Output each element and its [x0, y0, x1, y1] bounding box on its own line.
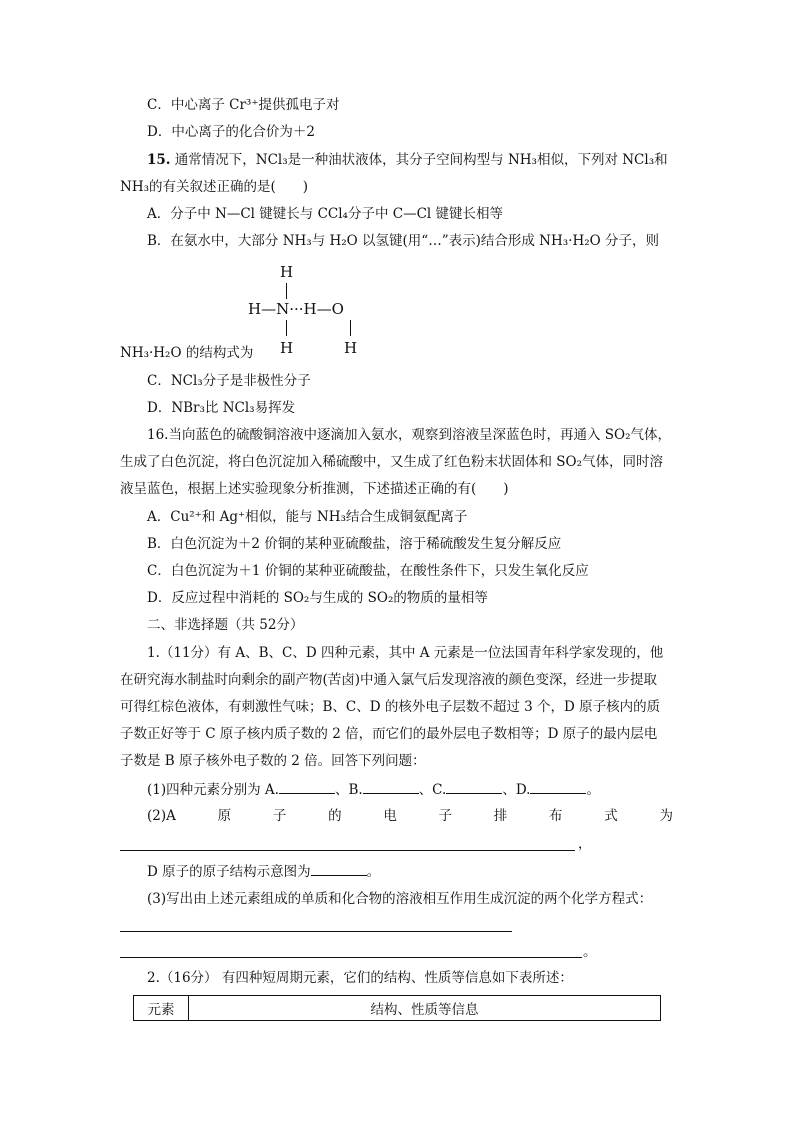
- p1-stem-line-1: 1.（11分）有 A、B、C、D 四种元素，其中 A 元素是一位法国青年科学家发现的，他: [147, 645, 664, 661]
- p1-sub2-word: 为: [659, 808, 673, 824]
- p1-sub1-label-a: (1)四种元素分别为 A.: [147, 782, 279, 798]
- q16-option-a: A．Cu²⁺和 Ag⁺相似，能与 NH₃结合生成铜氨配离子: [147, 509, 468, 525]
- q14-option-d: D．中心离子的化合价为＋2: [147, 124, 315, 140]
- p1-sub2-word: 原: [217, 808, 232, 824]
- p1-stem-line-5: 子数是 B 原子核外电子数的 2 倍。回答下列问题：: [120, 753, 426, 769]
- p1-sub2-word: 式: [604, 808, 618, 824]
- p1-stem-line-4: 子数正好等于 C 原子核内质子数的 2 倍，而它们的最外层电子数相等；D 原子的最内层电: [120, 726, 658, 742]
- q15-option-d: D．NBr₃比 NCl₃易挥发: [147, 400, 296, 416]
- structure-bond-vertical-top: [286, 283, 287, 299]
- table-header-element: 元素: [134, 996, 189, 1021]
- answer-blank-b[interactable]: [363, 779, 419, 794]
- p1-sub3-end: 。: [583, 944, 597, 960]
- element-info-table: [133, 995, 661, 1021]
- p1-sub1-label-c: 、C.: [418, 782, 447, 798]
- structure-top-h: H: [280, 263, 294, 281]
- q15-number: 15.: [147, 152, 171, 168]
- answer-blank-a[interactable]: [279, 779, 335, 794]
- q15-stem-text: 通常情况下，NCl₃是一种油状液体，其分子空间构型与 NH₃相似，下列对 NCl₃和: [170, 152, 668, 168]
- q15-option-a: A．分子中 N—Cl 键键长与 CCl₄分子中 C—Cl 键键长相等: [147, 206, 504, 222]
- p1-sub2-word: 的: [328, 808, 342, 824]
- structure-bond-vertical-bottom-right: [350, 320, 351, 336]
- answer-blank-c[interactable]: [446, 779, 502, 794]
- p1-sub2-word: 子: [438, 808, 453, 824]
- answer-blank-d[interactable]: [530, 779, 586, 794]
- q16-option-c: C．白色沉淀为＋1 价铜的某种亚硫酸盐，在酸性条件下，只发生氧化反应: [147, 563, 589, 579]
- p1-sub2-word: 布: [549, 808, 563, 824]
- q16-stem-line-3: 液呈蓝色，根据上述实验现象分析推测，下述描述正确的有( ): [120, 481, 509, 497]
- structure-bottom-left-h: H: [280, 339, 294, 357]
- structure-middle-chain: H—N···H—O: [248, 300, 344, 318]
- p1-sub2-word: 排: [493, 808, 508, 824]
- q15-stem-line-2: NH₃的有关叙述正确的是( ): [120, 179, 309, 195]
- p1-sub2-d: [147, 861, 380, 882]
- p1-sub1-label-d: 、D.: [502, 782, 531, 798]
- p1-sub2-d-end: 。: [366, 864, 381, 880]
- structure-bond-vertical-bottom-left: [286, 320, 287, 336]
- p1-sub3: (3)写出由上述元素组成的单质和化合物的溶液相互作用生成沉淀的两个化学方程式：: [147, 891, 653, 907]
- q16-option-b: B．白色沉淀为＋2 价铜的某种亚硫酸盐，溶于稀硫酸发生复分解反应: [147, 536, 562, 552]
- p1-sub1-end: 。: [586, 782, 600, 798]
- answer-line-electron-config[interactable]: [120, 850, 575, 851]
- q16-option-d: D．反应过程中消耗的 SO₂与生成的 SO₂的物质的量相等: [147, 590, 488, 606]
- answer-line-equation-1[interactable]: [120, 931, 512, 932]
- q15-option-b: B．在氨水中，大部分 NH₃与 H₂O 以氢键(用“…”表示)结合形成 NH₃·H₂O 分子，则: [147, 233, 660, 249]
- p1-sub2-word: (2)A: [147, 808, 176, 824]
- table-header-row: [134, 996, 661, 1021]
- p1-sub2-comma: ，: [578, 836, 592, 852]
- p1-sub2-word: 子: [272, 808, 287, 824]
- section-heading: 二、非选择题（共 52分）: [147, 617, 304, 633]
- q16-stem-line-1: 16.当向蓝色的硫酸铜溶液中逐滴加入氨水，观察到溶液呈深蓝色时，再通入 SO₂气体，: [147, 427, 671, 443]
- q14-option-c: C．中心离子 Cr³⁺提供孤电子对: [147, 97, 340, 113]
- p1-sub2-spread-line: [147, 806, 673, 826]
- p1-sub2-d-label: D 原子的原子结构示意图为: [147, 864, 311, 880]
- p1-sub1: [147, 779, 600, 800]
- answer-line-equation-2[interactable]: [120, 957, 582, 958]
- p1-stem-line-3: 可得红棕色液体，有刺激性气味；B、C、D 的核外电子层数不超过 3 个，D 原子核内的质: [120, 699, 661, 715]
- p1-stem-line-2: 在研究海水制盐时向剩余的副产物(苦卤)中通入氯气后发现溶液的颜色变深，经进一步提取: [120, 672, 658, 688]
- table-header-info: 结构、性质等信息: [189, 996, 661, 1021]
- answer-blank-structure-diagram[interactable]: [311, 861, 367, 876]
- q15-option-b-line-2: NH₃·H₂O 的结构式为: [120, 345, 254, 361]
- p2-stem: 2.（16分） 有四种短周期元素，它们的结构、性质等信息如下表所述：: [147, 970, 573, 986]
- p1-sub1-label-b: 、B.: [334, 782, 363, 798]
- q15-option-c: C．NCl₃分子是非极性分子: [147, 373, 311, 389]
- q15-stem-line-1: [147, 150, 668, 170]
- q16-stem-line-2: 生成了白色沉淀，将白色沉淀加入稀硫酸中，又生成了红色粉末状固体和 SO₂气体，同时溶: [120, 454, 664, 470]
- p1-sub2-word: 电: [383, 808, 397, 824]
- structure-bottom-right-h: H: [344, 339, 358, 357]
